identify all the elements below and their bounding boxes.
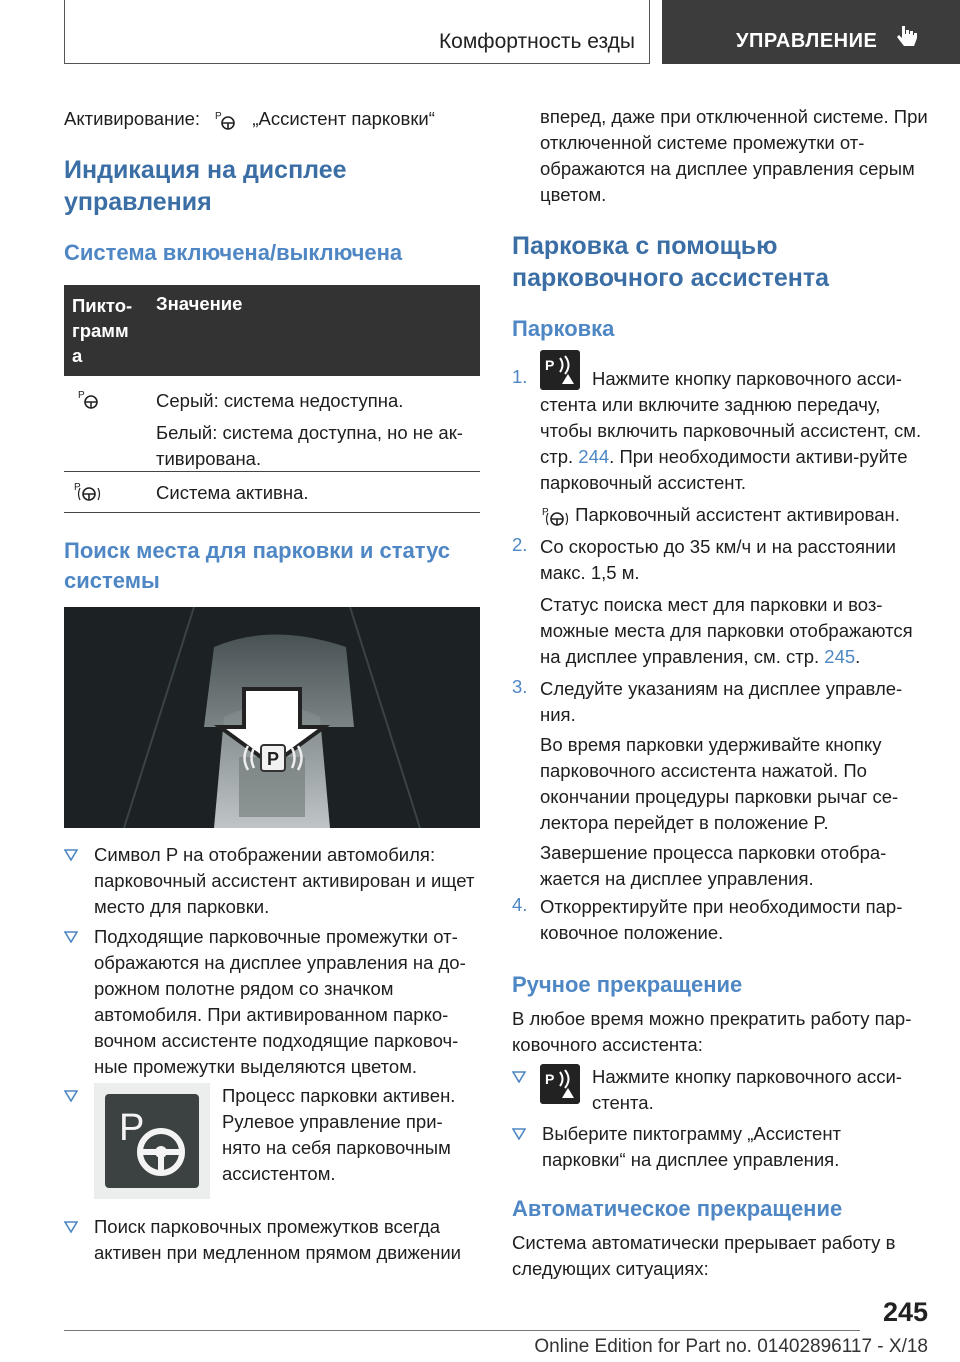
step-number: 1. [512,366,528,387]
page-link-245[interactable]: 245 [824,646,856,667]
list-item [512,1121,928,1173]
list-item [64,1214,480,1266]
triangle-bullet-icon [512,1071,526,1083]
display-indication-heading: Индикация на дисплее управления [64,156,347,216]
continued-paragraph: вперед, даже при отключенной системе. При отключенной системе промежутки от-ображаются на дисплее управления серым цветом. [540,106,928,205]
activation-line [64,106,480,132]
table-cell: Серый: система недоступна. [156,390,404,411]
bullet-text: Процесс парковки активен. Рулевое управление при-нято на себя парковочным ассистентом. [222,1085,456,1184]
table-cell: Белый: система доступна, но не ак-тивирована. [156,422,463,469]
parking-assistant-active-icon [72,480,102,502]
header-section-title: Комфортность езды [438,30,635,53]
auto-stop-heading: Автоматическое прекращение [512,1196,843,1221]
table-cell: Система активна. [156,482,309,503]
step-text-3: Завершение процесса парковки отобра-жается на дисплее управления. [540,842,887,889]
list-item [64,1083,480,1203]
svg-text:P: P [78,390,85,401]
svg-text:P: P [542,507,549,519]
auto-stop-text: Система автоматически прерывает работу в следующих ситуациях: [512,1232,896,1279]
step-2 [512,534,928,674]
step-text-a: Нажмите кнопку парковочного асси-стента или включите заднюю передачу, чтобы включить парковочный ассистент, см. стр. [540,368,922,467]
step-number: 4. [512,894,528,915]
triangle-bullet-icon [64,1090,78,1102]
parking-assistant-button-icon [540,1064,580,1104]
parking-display-illustration [64,607,480,828]
step-text-2: Во время парковки удерживайте кнопку парковочного ассистента нажатой. По окончании процедуры парковки рычаг се-лектора перейдет в положение P. [540,734,899,833]
step-text-b: . При необходимости активи-руйте парковочный ассистент. [540,446,908,493]
step-text [540,366,932,496]
step-1 [512,350,928,534]
parking-search-heading: Поиск места для парковки и статус системы [64,538,451,593]
bullet-text: Поиск парковочных промежутков всегда активен при медленном прямом движении [94,1216,461,1263]
table-row [64,376,480,472]
table-col-meaning: Значение [156,293,243,314]
parking-assistant-icon [76,388,102,410]
steering-active-image [94,1083,210,1199]
svg-text:P: P [215,111,222,123]
step-text: Следуйте указаниям на дисплее управле-ния. [540,678,903,725]
note-text: Парковочный ассистент активирован. [575,504,900,525]
svg-text:P: P [119,1107,145,1149]
table-row [64,472,480,513]
triangle-bullet-icon [64,1221,78,1233]
parking-heading: Парковка [512,316,615,341]
svg-text:P: P [545,1071,555,1087]
status-table [64,285,480,513]
bullet-text: Символ P на отображении автомобиля: парковочный ассистент активирован и ищет место для парковки. [94,844,475,917]
header-chapter-box [662,0,960,64]
page-link-244[interactable]: 244 [578,446,610,467]
photo-parking-symbol: P [266,749,280,769]
manual-stop-heading: Ручное прекращение [512,972,743,997]
footer-divider [64,1330,860,1331]
footer-edition: Online Edition for Part no. 01402896117 - X/18 [534,1336,928,1357]
parking-button-symbol [540,1064,580,1104]
header-section-box [64,0,650,64]
step-text: Со скоростью до 35 км/ч и на расстоянии макс. 1,5 м. [540,536,896,583]
triangle-bullet-icon [64,931,78,943]
step-text-2a: Статус поиска мест для парковки и воз-можные места для парковки отображаются на дисплее управления, см. стр. [540,594,913,667]
triangle-bullet-icon [512,1128,526,1140]
step-note [540,502,932,528]
parking-assistant-active-icon [540,505,570,527]
hand-pointer-icon [896,22,920,50]
svg-text:P: P [74,482,81,493]
triangle-bullet-icon [64,849,78,861]
step-text-2 [540,592,932,670]
table-header [64,285,480,376]
parking-assistant-icon [213,109,239,131]
list-item [512,1064,928,1114]
step-number: 2. [512,534,528,555]
page-number: 245 [882,1297,928,1327]
step-4 [512,894,928,950]
bullet-text: Нажмите кнопку парковочного асси-стента. [592,1066,902,1113]
bullet-text: Выберите пиктограмму „Ассистент парковки“ на дисплее управления. [542,1123,842,1170]
parking-steering-icon [105,1094,199,1188]
svg-text:P: P [545,357,555,373]
parking-display-photo [64,607,480,828]
system-status-heading: Система включена/выключена [64,240,403,265]
list-item [64,842,480,920]
manual-stop-text: В любое время можно прекратить работу пар-ковочного ассистента: [512,1008,912,1055]
header-chapter-title: УПРАВЛЕНИЕ [736,30,878,52]
step-text: Откорректируйте при необходимости пар-ковочное положение. [540,896,903,943]
parking-with-assistant-heading: Парковка с помощью парковочного ассистента [512,232,829,292]
activation-prefix: Активирование: [64,108,201,129]
bullet-text: Подходящие парковочные промежутки от-ображаются на дисплее управления на до-рожном полотне рядом со значком автомобиля. При активированном парко-вочном ассистенте подходящие парковоч-ные промежутки выделяются цветом. [94,926,466,1077]
activation-suffix: „Ассистент парковки“ [252,108,435,129]
step-3 [512,676,928,889]
table-col-pictogram: Пикто-грамм а [72,295,133,366]
step-number: 3. [512,676,528,697]
list-item [64,924,480,1080]
step-text-2b: . [855,646,861,667]
